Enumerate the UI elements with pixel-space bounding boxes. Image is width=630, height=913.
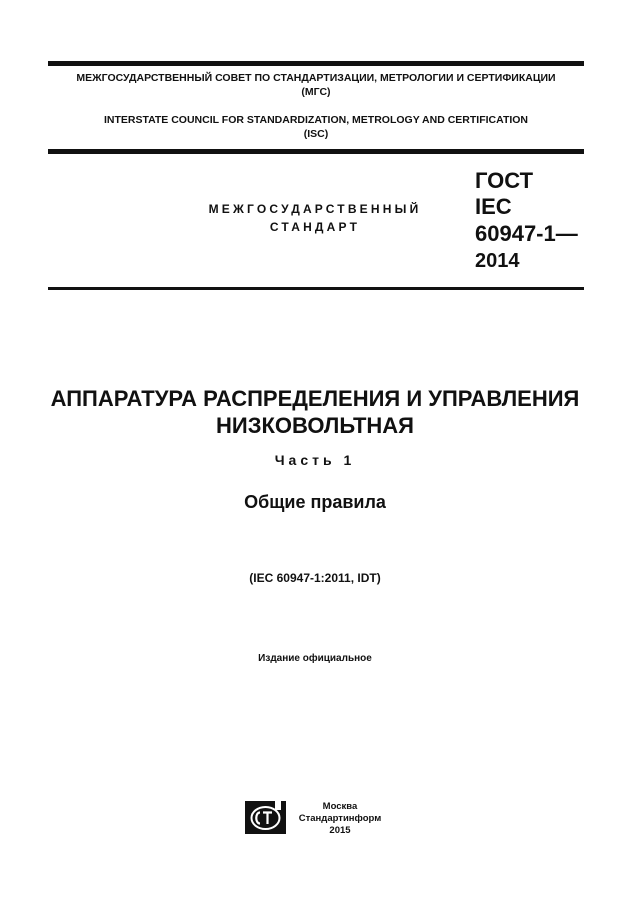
iec-reference: (IEC 60947-1:2011, IDT) — [249, 571, 381, 585]
council-name-en: INTERSTATE COUNCIL FOR STANDARDIZATION, METROLOGY AND CERTIFICATION — [103, 114, 529, 126]
gost-designation: ГОСТ — [475, 168, 534, 193]
gost-designation-number: 60947-1— — [475, 221, 578, 246]
top-divider — [48, 61, 584, 66]
council-abbr-en: (ISC) — [303, 128, 329, 140]
part-number: Часть 1 — [274, 452, 356, 468]
standartinform-logo-icon — [245, 801, 286, 834]
document-title-2: НИЗКОВОЛЬТНАЯ — [216, 413, 414, 438]
council-name-ru: МЕЖГОСУДАРСТВЕННЫЙ СОВЕТ ПО СТАНДАРТИЗАЦИИ, МЕТРОЛОГИИ И СЕРТИФИКАЦИИ — [76, 72, 556, 84]
council-abbr-ru: (МГС) — [301, 86, 331, 98]
document-title: АППАРАТУРА РАСПРЕДЕЛЕНИЯ И УПРАВЛЕНИЯ — [50, 386, 580, 411]
middle-divider — [48, 149, 584, 154]
edition-note: Издание официальное — [258, 653, 372, 664]
document-subtitle: Общие правила — [244, 492, 386, 512]
gost-designation-year: 2014 — [475, 250, 520, 272]
imprint-city: Москва — [322, 801, 358, 812]
standard-type-label: МЕЖГОСУДАРСТВЕННЫЙ — [208, 202, 422, 216]
imprint-publisher: Стандартинформ — [298, 813, 382, 824]
gost-designation-iec: IEC — [475, 194, 512, 219]
lower-divider — [48, 287, 584, 290]
standard-type-label-2: СТАНДАРТ — [269, 220, 361, 234]
imprint-year: 2015 — [329, 825, 351, 836]
